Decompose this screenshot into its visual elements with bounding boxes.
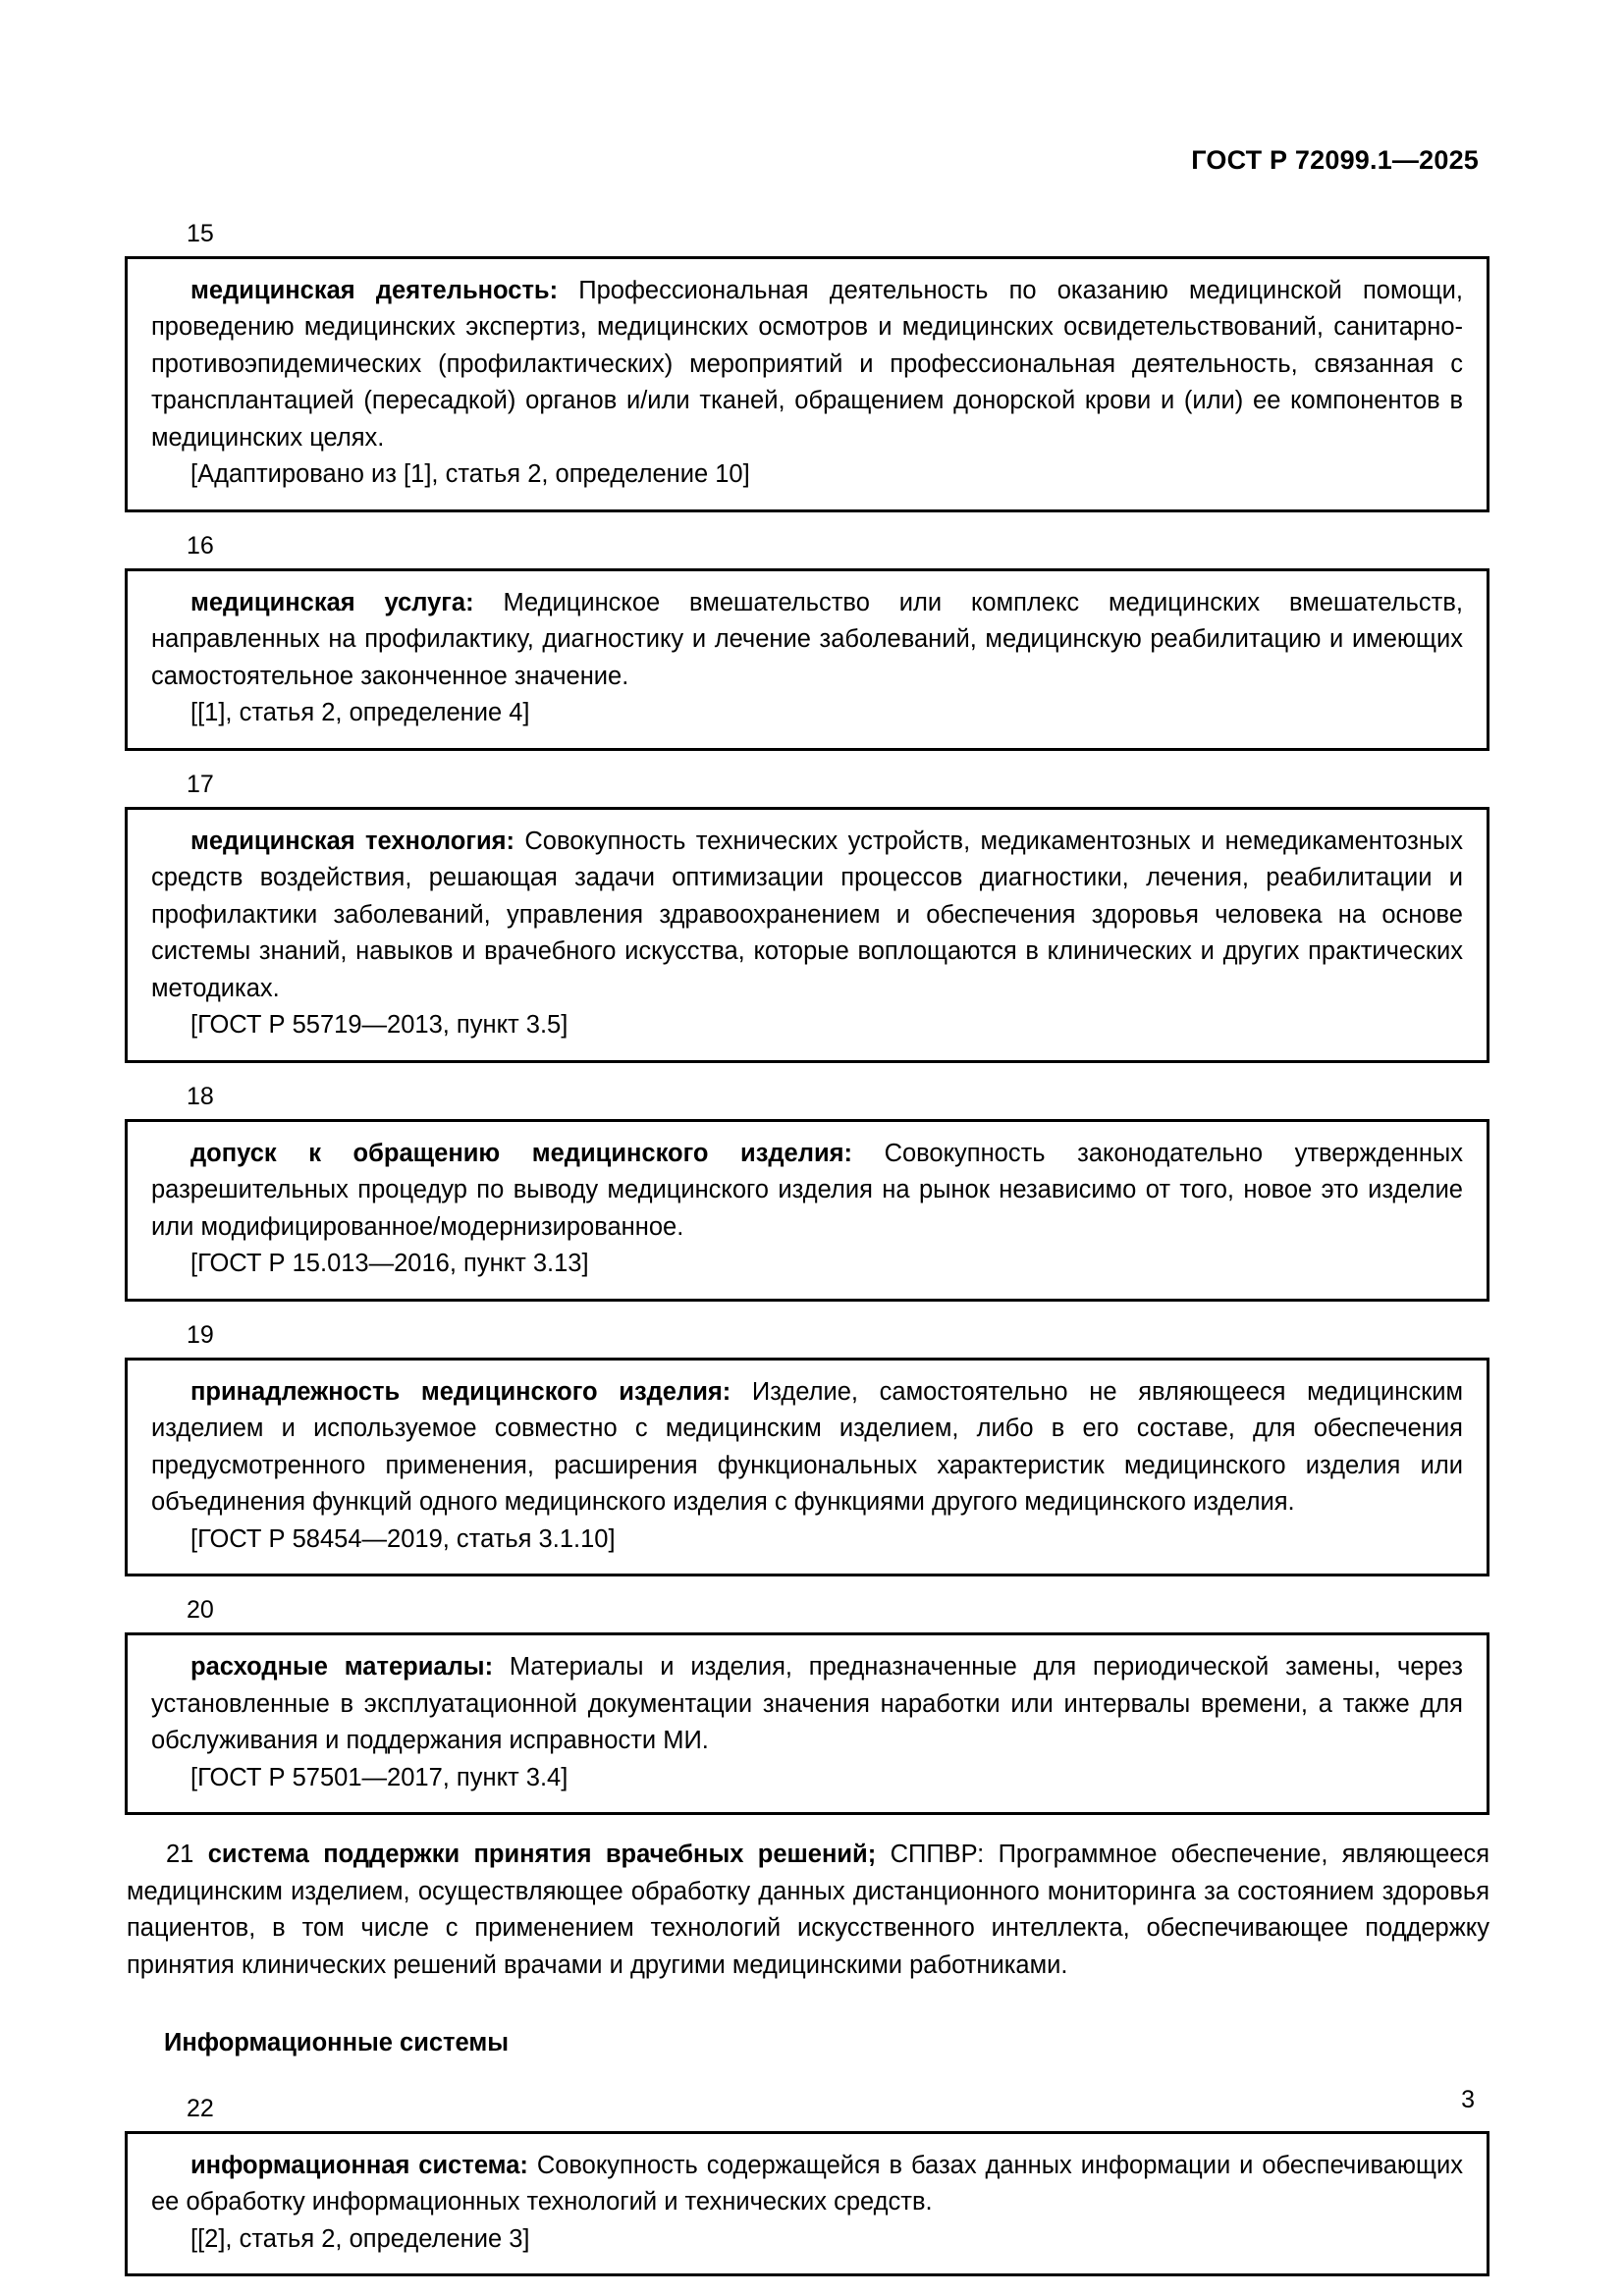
definition-box-15	[125, 256, 1489, 512]
definition-box-17	[125, 807, 1489, 1063]
definition-text-21: СППВР: Программное обеспечение, являющееся медицинским изделием, осуществляющее обработку данных дистанционного мониторинга за состоянием здоровья пациентов, в том числе с применением технологий искусственного интеллекта, обеспечивающее поддержку принятия клинических решений врачами и другими медицинскими работниками.	[127, 1841, 1490, 1979]
entry-number-19: 19	[187, 1320, 214, 1349]
definition-source-22: [[2], статья 2, определение 3]	[190, 2224, 530, 2253]
definition-text-17: Совокупность технических устройств, медикаментозных и немедикаментозных средств воздействия, решающая задачи оптимизации процессов диагностики, лечения, реабилитации и профилактики заболеваний, управления здравоохранением и обеспечения здоровья человека на основе системы знаний, навыков и врачебного искусства, которые воплощаются в клинических и других практических методиках.	[151, 827, 1464, 1002]
definition-paragraph-20	[151, 1649, 1463, 1759]
definition-paragraph-22	[151, 2148, 1463, 2221]
definition-source-18: [ГОСТ Р 15.013—2016, пункт 3.13]	[190, 1250, 589, 1278]
definition-box-22	[125, 2131, 1489, 2276]
definition-term-21: система поддержки принятия врачебных решений;	[207, 1841, 877, 1869]
definition-source-19: [ГОСТ Р 58454—2019, статья 3.1.10]	[190, 1524, 616, 1553]
free-definition-paragraph-21	[125, 1837, 1489, 1984]
section-spacer	[125, 2057, 1489, 2097]
definition-term-16: медицинская услуга:	[190, 588, 474, 616]
definition-text-22: Совокупность содержащейся в базах данных информации и обеспечивающих ее обработку информационных технологий и технических средств.	[151, 2151, 1463, 2216]
definition-term-20: расходные материалы:	[190, 1653, 494, 1682]
entry-number-18: 18	[187, 1082, 214, 1110]
definition-box-20	[125, 1632, 1489, 1815]
entry-number-20: 20	[187, 1596, 214, 1625]
section-heading-information-systems: Информационные системы	[164, 2028, 510, 2056]
page-header-standard-title: ГОСТ Р 72099.1—2025	[1191, 145, 1479, 175]
definition-paragraph-17	[151, 824, 1463, 1007]
entry-number-21: 21	[166, 1841, 194, 1869]
definition-box-16	[125, 568, 1489, 751]
definition-box-19	[125, 1358, 1489, 1576]
definition-text-19: Изделие, самостоятельно не являющееся медицинским изделием и используемое совместно с медицинским изделием, либо в его составе, для обеспечения предусмотренного применения, расширения функциональных характеристик медицинского изделия или объединения функций одного медицинского изделия с функциями другого медицинского изделия.	[151, 1377, 1464, 1517]
definition-text-16: Медицинское вмешательство или комплекс медицинских вмешательств, направленных на профилактику, диагностику и лечение заболеваний, медицинскую реабилитацию и имеющих самостоятельное законченное значение.	[151, 588, 1463, 690]
definition-term-22: информационная система:	[190, 2151, 528, 2179]
definition-term-19: принадлежность медицинского изделия:	[190, 1377, 731, 1406]
entry-number-17: 17	[187, 770, 214, 798]
definition-paragraph-19	[151, 1374, 1463, 1522]
definition-text-15: Профессиональная деятельность по оказанию медицинской помощи, проведению медицинских экспертиз, медицинских осмотров и медицинских освидетельствований, санитарно-противоэпидемических (профилактических) мероприятий и профессиональная деятельность, связанная с трансплантацией (пересадкой) органов и/или тканей, обращением донорской крови и (или) ее компонентов в медицинских целях.	[151, 277, 1464, 452]
definition-term-17: медицинская технология:	[190, 827, 515, 855]
definition-source-16: [[1], статья 2, определение 4]	[190, 699, 530, 727]
definition-text-20: Материалы и изделия, предназначенные для периодической замены, через установленные в эксплуатационной документации значения наработки или интервалы времени, а также для обслуживания и поддержания исправности МИ.	[151, 1653, 1463, 1755]
definition-source-15: [Адаптировано из [1], статья 2, определение 10]	[190, 460, 750, 489]
entry-number-22: 22	[187, 2094, 214, 2122]
entry-number-16: 16	[187, 531, 214, 560]
definition-box-18	[125, 1119, 1489, 1302]
page-content	[125, 222, 1489, 2296]
definition-source-17: [ГОСТ Р 55719—2013, пункт 3.5]	[190, 1011, 568, 1040]
definition-paragraph-18	[151, 1136, 1463, 1246]
definition-term-18: допуск к обращению медицинского изделия:	[190, 1139, 852, 1167]
definition-paragraph-15	[151, 273, 1463, 456]
entry-number-15: 15	[187, 220, 214, 247]
definition-source-20: [ГОСТ Р 57501—2017, пункт 3.4]	[190, 1763, 568, 1791]
definition-term-15: медицинская деятельность:	[190, 277, 559, 304]
definition-text-18: Совокупность законодательно утвержденных разрешительных процедур по выводу медицинского изделия на рынок независимо от того, новое это изделие или модифицированное/модернизированное.	[151, 1139, 1463, 1241]
definition-paragraph-16	[151, 585, 1463, 695]
page-number: 3	[1461, 2086, 1475, 2113]
